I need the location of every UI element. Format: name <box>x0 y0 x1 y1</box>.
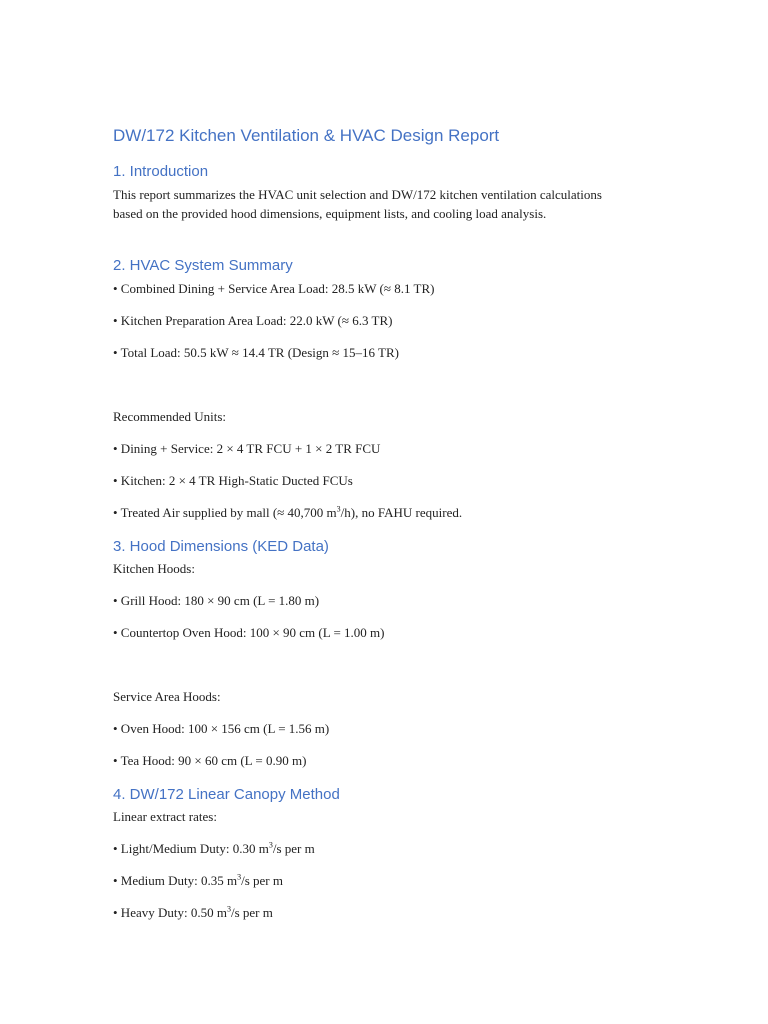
rate-text: • Light/Medium Duty: 0.30 m <box>113 841 269 856</box>
hood-item: • Oven Hood: 100 × 156 cm (L = 1.56 m) <box>113 721 330 736</box>
rate-text-end: /s per m <box>272 841 315 856</box>
superscript: 3 <box>336 504 341 514</box>
rate-item <box>113 839 633 858</box>
service-hoods-label: Service Area Hoods: <box>113 689 221 704</box>
treated-air-item <box>113 503 633 522</box>
unit-item: • Kitchen: 2 × 4 TR High-Static Ducted FCUs <box>113 473 353 488</box>
unit-item: • Dining + Service: 2 × 4 TR FCU + 1 × 2 TR FCU <box>113 441 381 456</box>
load-item: • Combined Dining + Service Area Load: 28.5 kW (≈ 8.1 TR) <box>113 281 435 296</box>
load-item: • Total Load: 50.5 kW ≈ 14.4 TR (Design ≈ 15–16 TR) <box>113 345 399 360</box>
section-heading-introduction: 1. Introduction <box>113 163 209 180</box>
kitchen-hoods-label: Kitchen Hoods: <box>113 561 195 576</box>
hood-item: • Countertop Oven Hood: 100 × 90 cm (L = 1.00 m) <box>113 625 385 640</box>
introduction-text: This report summarizes the HVAC unit selection and DW/172 kitchen ventilation calculations based on the provided hood dimensions, equipment lists, and cooling load analysis. <box>113 187 602 221</box>
hood-item: • Tea Hood: 90 × 60 cm (L = 0.90 m) <box>113 753 307 768</box>
rate-text-end: /s per m <box>241 873 283 888</box>
load-item: • Kitchen Preparation Area Load: 22.0 kW (≈ 6.3 TR) <box>113 313 393 328</box>
section-heading-hvac-summary: 2. HVAC System Summary <box>113 257 293 274</box>
rate-item <box>113 903 633 922</box>
rates-label: Linear extract rates: <box>113 809 217 824</box>
superscript: 3 <box>268 840 273 850</box>
treated-air-text: • Treated Air supplied by mall (≈ 40,700 m <box>113 505 337 520</box>
rate-text: • Medium Duty: 0.35 m <box>113 873 238 888</box>
treated-air-text-end: /h), no FAHU required. <box>340 505 463 520</box>
report-title: DW/172 Kitchen Ventilation & HVAC Design Report <box>113 126 500 145</box>
section-heading-linear-canopy: 4. DW/172 Linear Canopy Method <box>113 786 340 803</box>
recommended-units-label: Recommended Units: <box>113 409 227 424</box>
rate-text-end: /s per m <box>230 905 273 920</box>
superscript: 3 <box>237 872 242 882</box>
superscript: 3 <box>226 904 231 914</box>
hood-item: • Grill Hood: 180 × 90 cm (L = 1.80 m) <box>113 593 320 608</box>
rate-text: • Heavy Duty: 0.50 m <box>113 905 227 920</box>
section-heading-hood-dimensions: 3. Hood Dimensions (KED Data) <box>113 538 329 555</box>
rate-item <box>113 871 633 890</box>
